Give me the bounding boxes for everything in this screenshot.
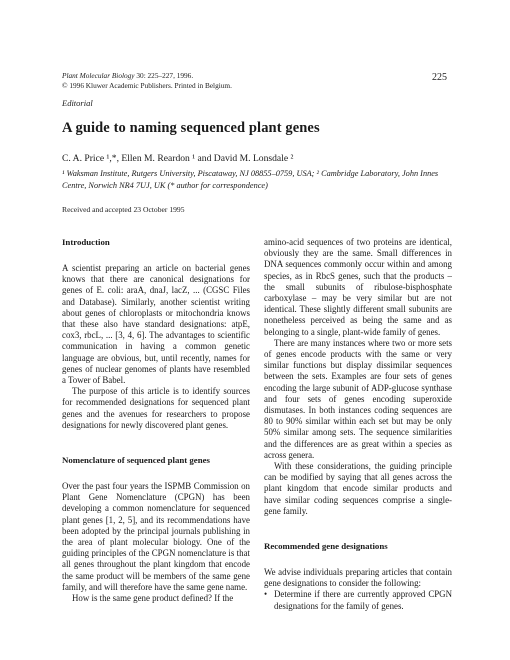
right-column [264, 237, 452, 612]
recommended-paragraph-1: We advise individuals preparing articles that contain gene designations to consider the following: [264, 567, 452, 589]
section-label: Editorial [62, 98, 93, 108]
nomenclature-paragraph-1: Over the past four years the ISPMB Commission on Plant Gene Nomenclature (CPGN) has been developing a common nomenclature for sequenced plant genes [1, 2, 5], and its recommendations have been adopted by the principal journals publishing in the area of plant molecular biology. One of the guiding principles of the CPGN nomenclature is that all genes throughout the plant kingdom that encode the same product will be members of the same gene family, and will therefore have the same gene name. [62, 481, 250, 592]
right-paragraph-3: With these considerations, the guiding principle can be modified by saying that all genes across the plant kingdom that encode similar products and have similar coding sequences comprise a single-gene family. [264, 461, 452, 516]
bullet-item [264, 589, 452, 611]
intro-paragraph-1: A scientist preparing an article on bacterial genes knows that there are canonical designations for genes of E. coli: araA, dnaJ, lacZ, ... (CGSC Files and Database). Similarly, another scientist writing about genes of chloroplasts or mitochondria knows that these also have standard designations: atpE, cox3, rbcL, ... [3, 4, 6]. The advantages to scientific communication in having a common genetic language are obvious, but, until recently, names for genes of nuclear genomes of plants have resembled a Tower of Babel. [62, 263, 250, 386]
intro-paragraph-2: The purpose of this article is to identify sources for recommended designations for sequenced plant genes and the avenues for researchers to propose designations for newly discovered plant genes. [62, 386, 250, 430]
recommended-heading: Recommended gene designations [264, 541, 388, 552]
right-paragraph-2: There are many instances where two or more sets of genes encode products with the same or very similar functions but display dissimilar sequences between the sets. Examples are four sets of genes encoding the large subunit of ADP-glucose synthase and four sets of genes encoding superoxide dismutases. In both instances coding sequences are 80 to 90% similar within each set but may be only 50% similar among sets. The sequence similarities and the differences are as great within a species as across genera. [264, 337, 452, 460]
journal-header [62, 71, 232, 90]
page-number: 225 [432, 72, 447, 83]
nomenclature-heading: Nomenclature of sequenced plant genes [62, 455, 210, 466]
bullet-text: Determine if there are currently approved CPGN designations for the family of genes. [274, 589, 452, 611]
article-title: A guide to naming sequenced plant genes [62, 120, 320, 136]
right-paragraph-1: amino-acid sequences of two proteins are identical, obviously they are the same. Small differences in DNA sequences commonly occur within and among species, as in RbcS genes, such that the products – the small subunits of ribulose-bisphosphate carboxylase – may be very similar but are not identical. These slightly different small subunits are nonetheless perceived as being the same and as belonging to a single, plant-wide family of genes. [264, 237, 452, 337]
affiliations: ¹ Waksman Institute, Rutgers University, Piscataway, NJ 08855–0759, USA; ² Cambridge Laboratory, John Innes Centre, Norwich NR4 7UJ, UK (* author for correspondence) [62, 169, 439, 190]
received-date: Received and accepted 23 October 1995 [62, 205, 185, 214]
nomenclature-paragraph-2: How is the same gene product defined? If the [72, 593, 234, 604]
bullet-marker: • [264, 589, 268, 600]
copyright-line: © 1996 Kluwer Academic Publishers. Printed in Belgium. [62, 80, 232, 90]
left-column [62, 237, 250, 604]
intro-heading: Introduction [62, 237, 110, 247]
journal-citation: 30: 225–227, 1996. [136, 71, 194, 80]
author-list: C. A. Price ¹,*, Ellen M. Reardon ¹ and David M. Lonsdale ² [62, 153, 294, 164]
journal-name: Plant Molecular Biology [62, 71, 135, 80]
